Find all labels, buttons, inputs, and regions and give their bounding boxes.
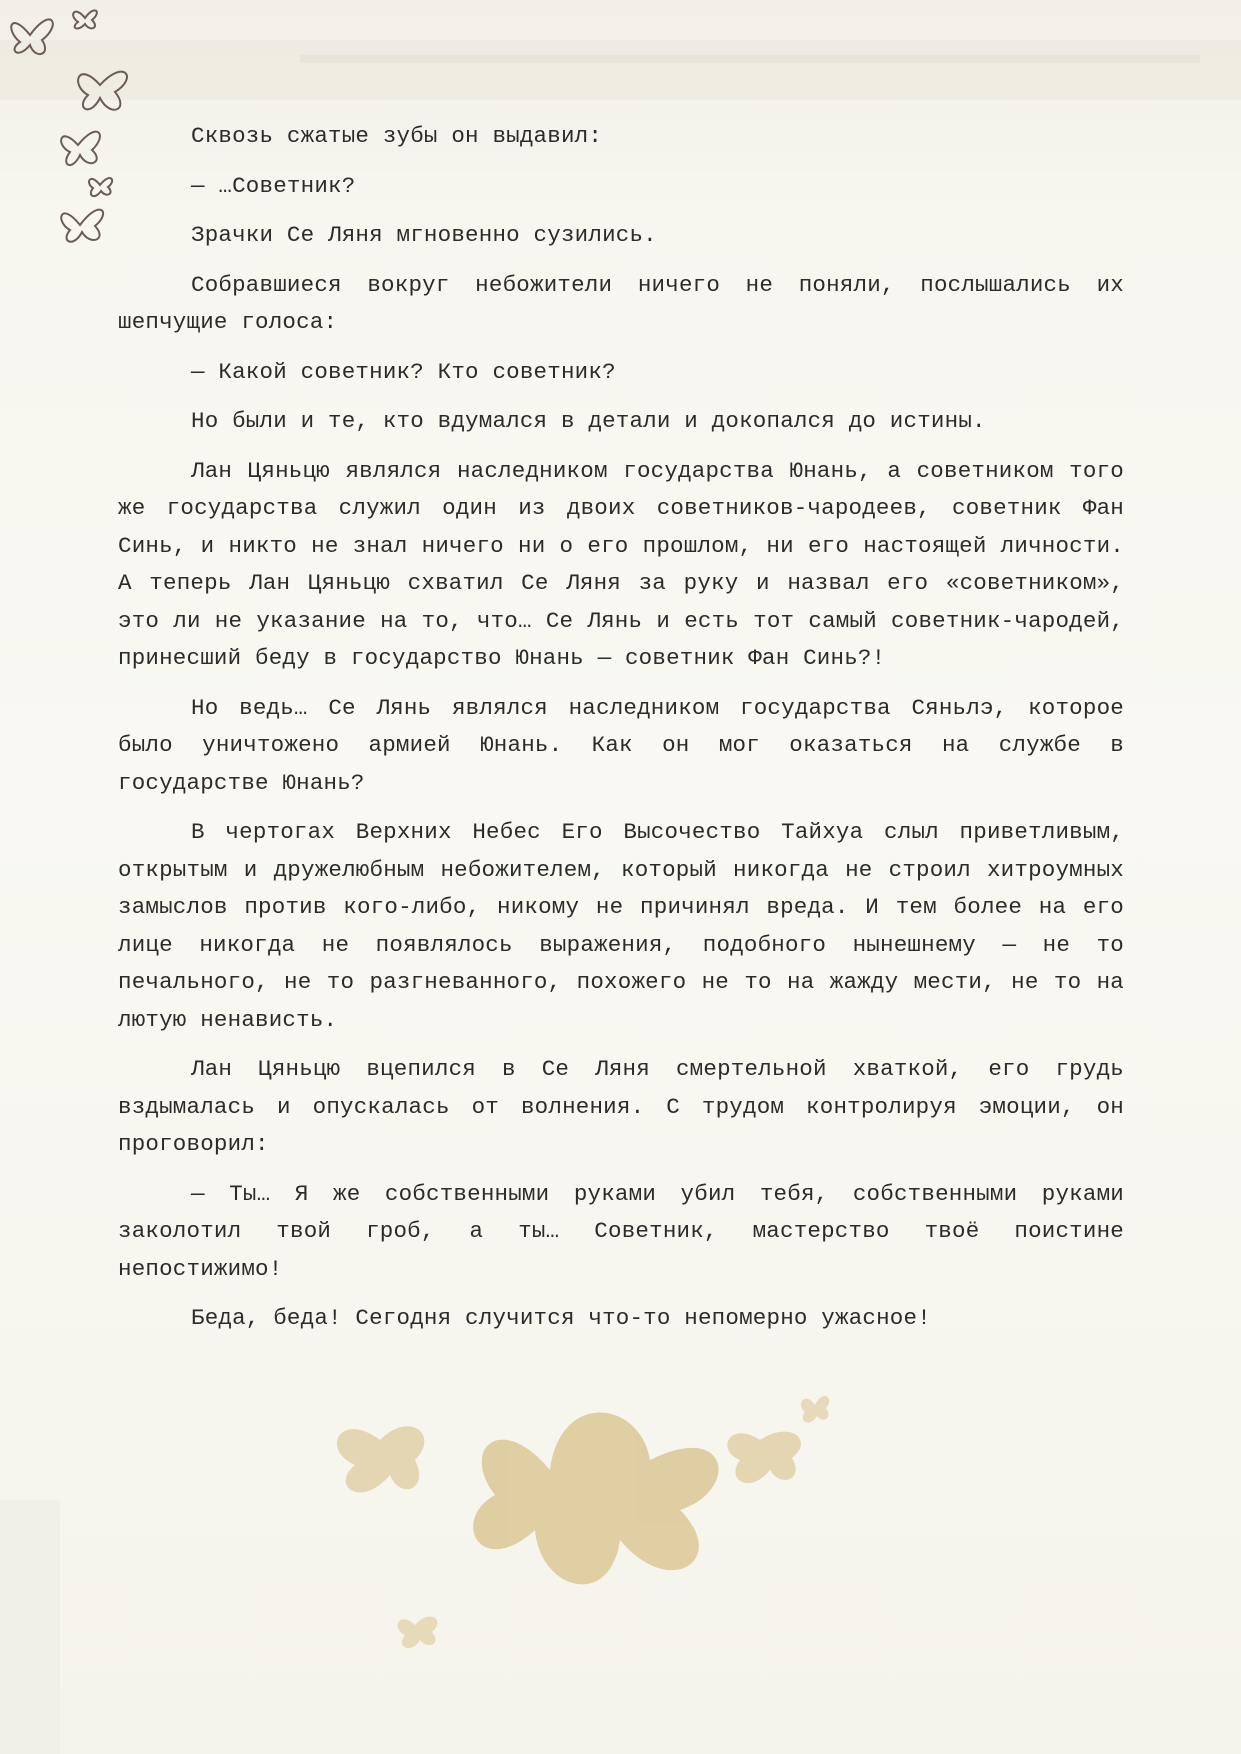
story-text	[118, 118, 1124, 1350]
paragraph: В чертогах Верхних Небес Его Высочество Тайхуа слыл приветливым, открытым и дружелюбным небожителем, который никогда не строил хитроумных замыслов против кого-либо, никому не причинял вреда. И тем более на его лице никогда не появлялось выражения, подобного нынешнему — не то печального, не то разгневанного, похожего не то на жажду мести, не то на лютую ненависть.	[118, 819, 1124, 1033]
paragraph: Сквозь сжатые зубы он выдавил:	[191, 123, 603, 149]
paragraph: — …Советник?	[191, 172, 356, 199]
paragraph: Беда, беда! Сегодня случится что-то непомерно ужасное!	[191, 1305, 931, 1331]
paragraph: Зрачки Се Ляня мгновенно сузились.	[191, 222, 657, 248]
paragraph: — Какой советник? Кто советник?	[191, 358, 616, 385]
paragraph: Лан Цяньцю вцепился в Се Ляня смертельной хваткой, его грудь вздымалась и опускалась от волнения. С трудом контролируя эмоции, он проговорил:	[118, 1056, 1124, 1157]
gold-butterflies-icon	[320, 1380, 940, 1680]
paragraph: — Ты… Я же собственными руками убил тебя, собственными руками заколотил твой гроб, а ты… Советник, мастерство твоё поистине непостижимо!	[118, 1180, 1124, 1282]
paragraph: Собравшиеся вокруг небожители ничего не поняли, послышались их шепчущие голоса:	[118, 271, 1124, 335]
paragraph: Но ведь… Се Лянь являлся наследником государства Сяньлэ, которое было уничтожено армией Юнань. Как он мог оказаться на службе в государстве Юнань?	[118, 694, 1124, 796]
paragraph: Лан Цяньцю являлся наследником государства Юнань, а советником того же государства служил один из двоих советников-чародеев, советник Фан Синь, и никто не знал ничего ни о его прошлом, ни его настоящей личности. А теперь Лан Цяньцю схватил Се Ляня за руку и назвал его «советником», это ли не указание на то, что… Се Лянь и есть тот самый советник-чародей, принесший беду в государство Юнань — советник Фан Синь?!	[118, 457, 1124, 671]
paragraph: Но были и те, кто вдумался в детали и докопался до истины.	[191, 408, 986, 434]
